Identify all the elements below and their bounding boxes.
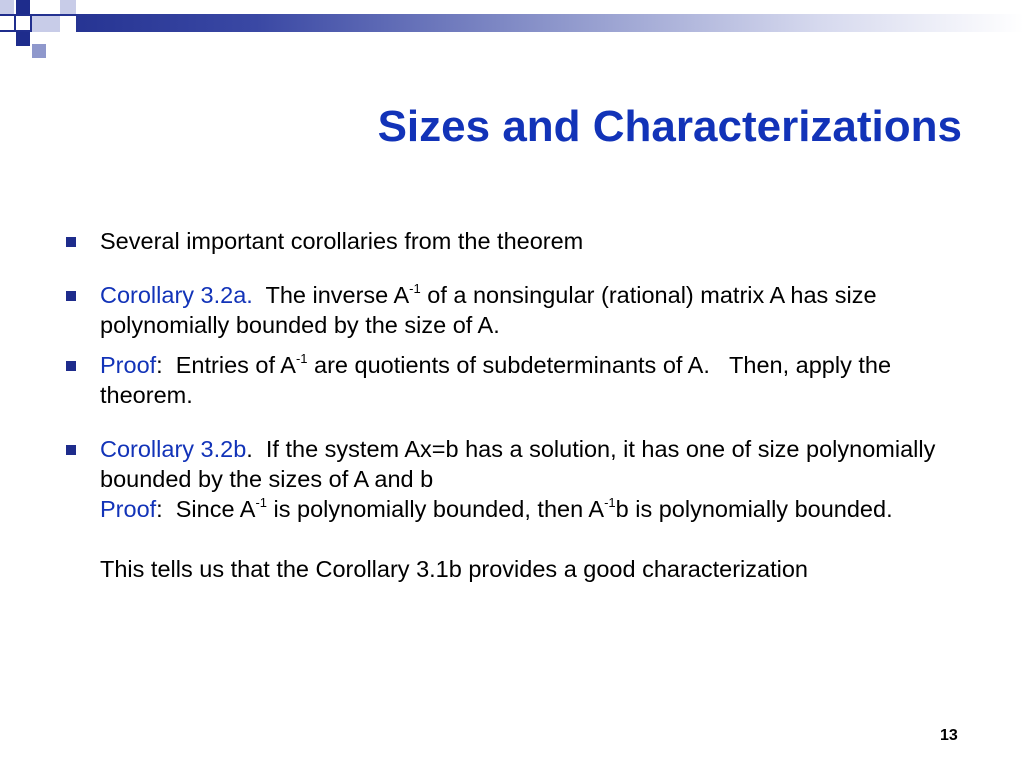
- bullet-item: [62, 226, 962, 256]
- superscript: -1: [409, 281, 421, 297]
- decor-square: [0, 16, 14, 30]
- square-bullet-icon: [66, 445, 76, 455]
- top-gradient-bar: [0, 14, 1024, 32]
- square-bullet-icon: [66, 237, 76, 247]
- proof-label: Proof: [100, 496, 157, 522]
- square-bullet-icon: [66, 361, 76, 371]
- decor-square: [32, 16, 60, 32]
- bullet-text: The inverse A: [252, 282, 410, 308]
- bullet-item: [62, 350, 962, 410]
- bullet-text: Several important corollaries from the theorem: [100, 228, 584, 254]
- bullet-text: are quotients of subdeterminants of A. Then, apply the theorem.: [100, 352, 898, 408]
- bullet-text: : Entries of A: [156, 352, 296, 378]
- decor-square: [16, 0, 30, 14]
- decor-square: [32, 44, 46, 58]
- note-text: This tells us that the Corollary 3.1b provides a good characterization: [100, 556, 808, 582]
- decor-square: [16, 32, 30, 46]
- bullet-text: . If the system Ax=b has a solution, it has one of size polynomially bounded by the sizes of A and b: [100, 436, 942, 492]
- decor-square: [0, 0, 14, 14]
- slide-title: Sizes and Characterizations: [377, 102, 962, 151]
- decor-square: [60, 0, 76, 14]
- corollary-label: Corollary 3.2a.: [100, 282, 253, 308]
- corollary-paragraph: [100, 434, 962, 494]
- bullet-text: b is polynomially bounded.: [615, 496, 893, 522]
- bullet-text: : Since A: [156, 496, 256, 522]
- bullet-text: is polynomially bounded, then A: [267, 496, 605, 522]
- superscript: -1: [604, 495, 616, 511]
- decor-square: [60, 16, 76, 32]
- decor-square: [16, 16, 30, 30]
- bullet-item: [62, 434, 962, 584]
- superscript: -1: [295, 351, 308, 367]
- bullet-text: of a nonsingular (rational) matrix A has size polynomially bounded by the size of A.: [100, 282, 877, 338]
- bullet-item: [62, 280, 962, 340]
- corollary-label: Corollary 3.2b: [100, 436, 247, 462]
- page-number: 13: [940, 727, 958, 744]
- proof-label: Proof: [100, 352, 157, 378]
- note-paragraph: [100, 554, 962, 584]
- square-bullet-icon: [66, 291, 76, 301]
- proof-paragraph: [100, 494, 962, 524]
- slide-content: [62, 226, 962, 584]
- superscript: -1: [255, 495, 268, 511]
